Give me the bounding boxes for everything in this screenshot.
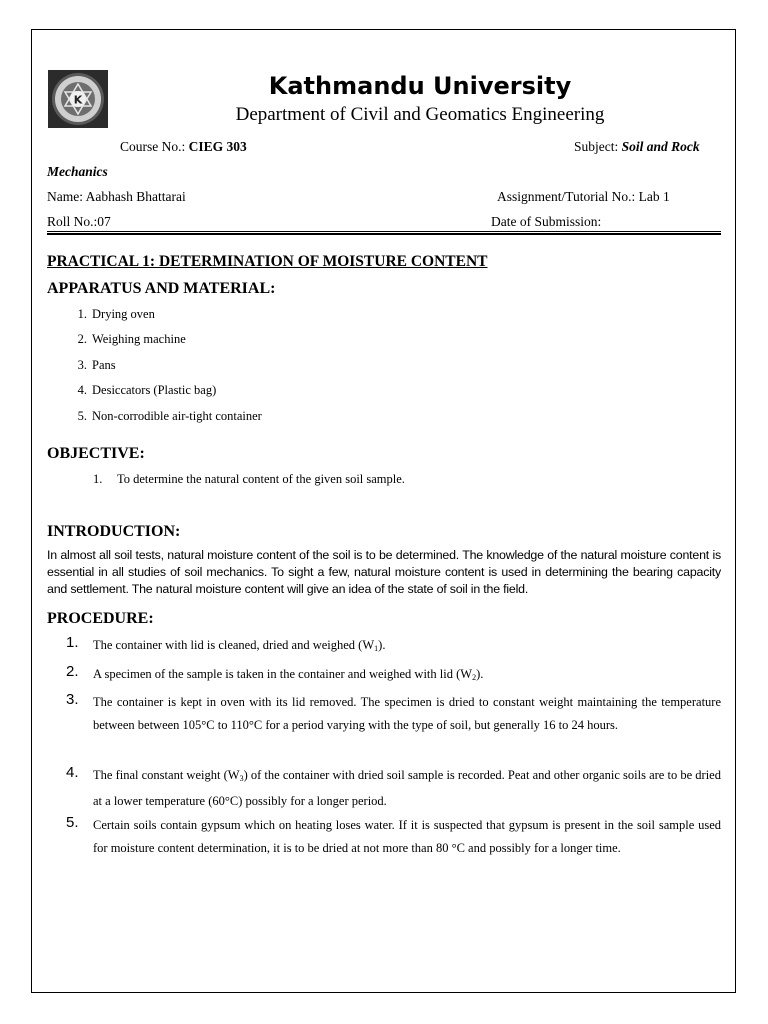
date-field xyxy=(491,214,601,230)
roll-value: 07 xyxy=(97,214,111,229)
subject-label: Subject: xyxy=(574,139,619,154)
logo-letter: K xyxy=(73,93,83,107)
subject-field xyxy=(574,139,700,155)
department-name: Department of Civil and Geomatics Engineering xyxy=(235,104,605,125)
subject-value: Soil and Rock xyxy=(621,139,700,154)
name-field xyxy=(47,189,186,205)
introduction-text: In almost all soil tests, natural moisture content of the soil is to be determined. The knowledge of the natural moisture content is essential in all studies of soil mechanics. To sight a few, natural moisture content is used in determining the bearing capacity and settlement. The natural moisture content will give an idea of the state of soil in the field. xyxy=(47,548,721,596)
apparatus-item: Drying oven xyxy=(92,307,155,321)
university-name: Kathmandu University xyxy=(268,72,572,100)
name-value: Aabhash Bhattarai xyxy=(85,189,186,204)
practical-title: PRACTICAL 1: DETERMINATION OF MOISTURE CONTENT xyxy=(47,253,488,270)
course-label: Course No.: xyxy=(120,139,186,154)
procedure-step-4: The final constant weight $(W_3)$ of the container with dried soil sample is recorded. Peat and other organic soils are to be dried at a lower temperature (60°C) possibly for a longer period. xyxy=(93,768,721,808)
subject-value-cont: Mechanics xyxy=(47,164,108,179)
apparatus-item: Pans xyxy=(92,358,116,372)
assignment-field xyxy=(497,189,670,205)
objective-heading: OBJECTIVE: xyxy=(47,445,145,462)
subject-continuation xyxy=(47,164,108,180)
roll-field xyxy=(47,214,111,230)
introduction-heading: INTRODUCTION: xyxy=(47,523,181,540)
procedure-step-2: A specimen of the sample is taken in the container and weighed with lid $(W_2)$. xyxy=(93,667,484,682)
procedure-step-3: The container is kept in oven with its lid removed. The specimen is dried to constant weight maintaining the temperature between between 105°C to 110°C for a period varying with the type of soil, but generally 16 to 24 hours. xyxy=(93,695,721,732)
course-value: CIEG 303 xyxy=(188,139,247,154)
roll-label: Roll No.: xyxy=(47,214,98,229)
date-label: Date of Submission: xyxy=(491,214,602,229)
divider-thick xyxy=(47,233,721,235)
divider-thin xyxy=(47,231,721,232)
apparatus-item: Weighing machine xyxy=(92,332,186,346)
apparatus-item: Non-corrodible air-tight container xyxy=(92,409,262,423)
course-field xyxy=(120,139,247,155)
procedure-heading: PROCEDURE: xyxy=(47,610,154,627)
objective-item: To determine the natural content of the given soil sample. xyxy=(117,472,405,486)
apparatus-heading: APPARATUS AND MATERIAL: xyxy=(47,280,276,297)
procedure-step-1: The container with lid is cleaned, dried and weighed $(W_1)$. xyxy=(93,638,386,653)
procedure-step-5: Certain soils contain gypsum which on heating loses water. If it is suspected that gypsum is present in the soil sample used for moisture content determination, it is to be dried at not more than 80 °C and possibly for a longer time. xyxy=(93,818,721,855)
assignment-label: Assignment/Tutorial No.: xyxy=(497,189,636,204)
apparatus-item: Desiccators (Plastic bag) xyxy=(92,383,217,397)
assignment-value: Lab 1 xyxy=(638,189,670,204)
name-label: Name: xyxy=(47,189,83,204)
